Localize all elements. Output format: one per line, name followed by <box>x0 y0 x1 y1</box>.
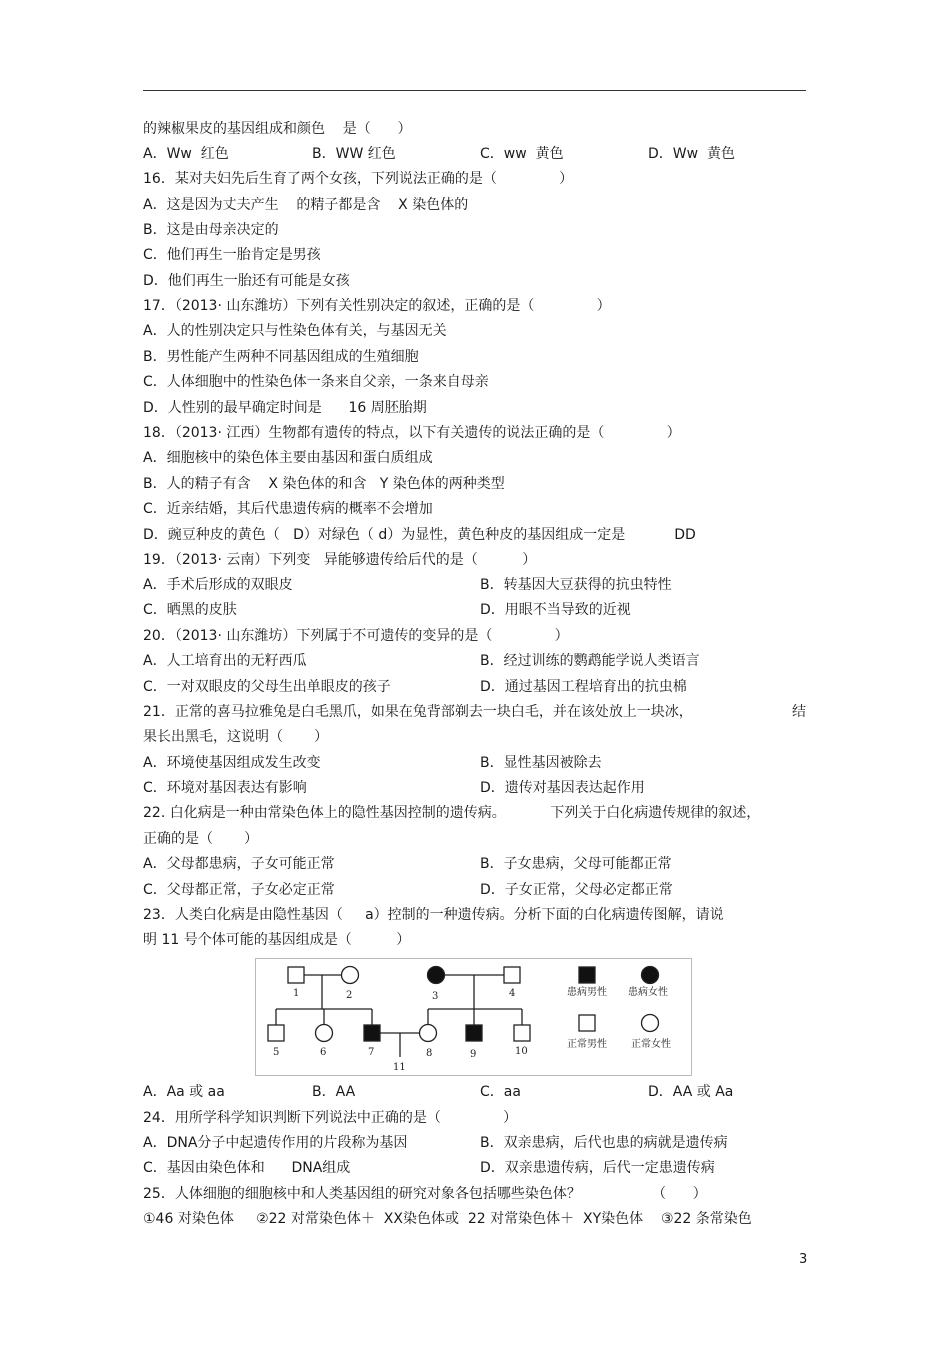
pedigree-5-normal-male <box>268 1025 284 1041</box>
legend-normal-female-symbol <box>642 1015 659 1032</box>
q19-option-d: D．用眼不当导致的近视 <box>480 602 631 618</box>
pedigree-label-4: 4 <box>509 988 516 999</box>
pedigree-label-6: 6 <box>320 1047 327 1058</box>
q21-stem-cont: 果长出黑毛，这说明（ ） <box>143 729 329 745</box>
pedigree-label-8: 8 <box>426 1048 433 1059</box>
q25-stem: 25．人体细胞的细胞核中和人类基因组的研究对象各包括哪些染色体？ （ ） <box>143 1186 707 1202</box>
q23-stem-cont: 明 11 号个体可能的基因组成是（ ） <box>143 932 411 948</box>
q16-option-b: B．这是由母亲决定的 <box>143 222 279 238</box>
q19-option-a: A．手术后形成的双眼皮 <box>143 577 293 593</box>
q20-option-b: B．经过训练的鹦鹉能学说人类语言 <box>480 653 700 669</box>
q16-option-a: A．这是因为丈夫产生 的精子都是含 X 染色体的 <box>143 197 469 213</box>
pedigree-1-normal-male <box>288 967 304 983</box>
legend-affected-male: 患病男性 <box>567 987 607 998</box>
q22-stem-cont: 正确的是（ ） <box>143 831 259 847</box>
q21-stem-tail: 结 <box>792 704 806 720</box>
pedigree-label-3: 3 <box>432 991 439 1002</box>
header-rule <box>143 90 806 91</box>
q20-stem: 20．（2013· 山东潍坊）下列属于不可遗传的变异的是（ ） <box>143 628 569 644</box>
q23-option-c: C．aa <box>480 1084 521 1100</box>
q16-option-c: C．他们再生一胎肯定是男孩 <box>143 247 321 263</box>
q21-option-a: A．环境使基因组成发生改变 <box>143 755 321 771</box>
pedigree-7-affected-male <box>364 1025 380 1041</box>
pedigree-8-normal-female <box>420 1025 437 1042</box>
q20-option-c: C．一对双眼皮的父母生出单眼皮的孩子 <box>143 679 391 695</box>
q18-stem: 18．（2013· 江西）生物都有遗传的特点，以下有关遗传的说法正确的是（ ） <box>143 425 681 441</box>
pedigree-9-affected-male <box>466 1025 482 1041</box>
q22-option-a: A．父母都患病，子女可能正常 <box>143 856 335 872</box>
q23-option-d: D．AA 或 Aa <box>648 1084 734 1100</box>
q25-items: ①46 对染色体 ②22 对常染色体＋ XX染色体或 22 对常染色体＋ XY染色体 ③22 条常染色 <box>143 1211 752 1227</box>
q16-stem: 16．某对夫妇先后生育了两个女孩，下列说法正确的是（ ） <box>143 171 574 187</box>
q18-option-a: A．细胞核中的染色体主要由基因和蛋白质组成 <box>143 450 433 466</box>
q15-option-a: A．Ww 红色 <box>143 146 229 162</box>
q22-option-d: D．子女正常，父母必定都正常 <box>480 882 673 898</box>
q18-option-c: C．近亲结婚，其后代患遗传病的概率不会增加 <box>143 501 433 517</box>
pedigree-figure <box>255 958 692 1076</box>
pedigree-3-affected-female <box>428 967 445 984</box>
q23-option-a: A．Aa 或 aa <box>143 1084 225 1100</box>
q15-stem: 的辣椒果皮的基因组成和颜色 是（ ） <box>143 121 412 137</box>
q24-option-c: C．基因由染色体和 DNA组成 <box>143 1160 351 1176</box>
q17-option-c: C．人体细胞中的性染色体一条来自父亲，一条来自母亲 <box>143 374 489 390</box>
pedigree-label-2: 2 <box>346 990 353 1001</box>
q22-option-b: B．子女患病，父母可能都正常 <box>480 856 672 872</box>
q22-stem: 22. 白化病是一种由常染色体上的隐性基因控制的遗传病。 下列关于白化病遗传规律的叙述， <box>143 805 761 821</box>
q17-stem: 17．（2013· 山东潍坊）下列有关性别决定的叙述，正确的是（ ） <box>143 298 611 314</box>
pedigree-4-normal-male <box>504 967 520 983</box>
q15-option-d: D．Ww 黄色 <box>648 146 735 162</box>
legend-normal-male: 正常男性 <box>567 1039 607 1050</box>
q18-option-b: B．人的精子有含 X 染色体的和含 Y 染色体的两种类型 <box>143 476 505 492</box>
q19-stem: 19．（2013· 云南）下列变 异能够遗传给后代的是（ ） <box>143 552 537 568</box>
q24-option-b: B．双亲患病，后代也患的病就是遗传病 <box>480 1135 728 1151</box>
pedigree-label-9: 9 <box>470 1049 477 1060</box>
q21-option-d: D．遗传对基因表达起作用 <box>480 780 645 796</box>
legend-affected-female: 患病女性 <box>628 987 668 998</box>
q15-option-b: B．WW 红色 <box>312 146 396 162</box>
pedigree-2-normal-female <box>342 967 359 984</box>
q24-option-a: A．DNA分子中起遗传作用的片段称为基因 <box>143 1135 408 1151</box>
q24-stem: 24．用所学科学知识判断下列说法中正确的是（ ） <box>143 1110 518 1126</box>
pedigree-label-10: 10 <box>515 1046 528 1057</box>
q16-option-d: D．他们再生一胎还有可能是女孩 <box>143 273 350 289</box>
page-number: 3 <box>799 1252 808 1267</box>
q19-option-b: B．转基因大豆获得的抗虫特性 <box>480 577 672 593</box>
q21-stem: 21．正常的喜马拉雅兔是白毛黑爪，如果在兔背部剃去一块白毛，并在该处放上一块冰， <box>143 704 693 720</box>
pedigree-label-7: 7 <box>368 1047 375 1058</box>
q17-option-b: B．男性能产生两种不同基因组成的生殖细胞 <box>143 349 419 365</box>
q21-option-b: B．显性基因被除去 <box>480 755 602 771</box>
q24-option-d: D．双亲患遗传病，后代一定患遗传病 <box>480 1160 715 1176</box>
legend-affected-male-symbol <box>579 967 595 983</box>
pedigree-label-1: 1 <box>293 988 300 999</box>
q22-option-c: C．父母都正常，子女必定正常 <box>143 882 335 898</box>
legend-normal-male-symbol <box>579 1015 595 1031</box>
q17-option-a: A．人的性别决定只与性染色体有关，与基因无关 <box>143 323 447 339</box>
q17-option-d: D．人性别的最早确定时间是 16 周胚胎期 <box>143 400 427 416</box>
pedigree-6-normal-female <box>316 1025 333 1042</box>
q18-option-d: D．豌豆种皮的黄色（ D）对绿色（ d）为显性，黄色种皮的基因组成一定是 DD <box>143 527 696 543</box>
q20-option-d: D．通过基因工程培育出的抗虫棉 <box>480 679 687 695</box>
q21-option-c: C．环境对基因表达有影响 <box>143 780 307 796</box>
pedigree-label-11: 11 <box>393 1062 406 1073</box>
legend-affected-female-symbol <box>642 967 659 984</box>
q23-option-b: B．AA <box>312 1084 356 1100</box>
q19-option-c: C．晒黑的皮肤 <box>143 602 237 618</box>
legend-normal-female: 正常女性 <box>631 1039 671 1050</box>
q20-option-a: A．人工培育出的无籽西瓜 <box>143 653 307 669</box>
pedigree-10-normal-male <box>514 1025 530 1041</box>
q23-stem: 23．人类白化病是由隐性基因（ a）控制的一种遗传病。分析下面的白化病遗传图解，请说 <box>143 907 724 923</box>
q15-option-c: C．ww 黄色 <box>480 146 564 162</box>
pedigree-label-5: 5 <box>273 1047 280 1058</box>
